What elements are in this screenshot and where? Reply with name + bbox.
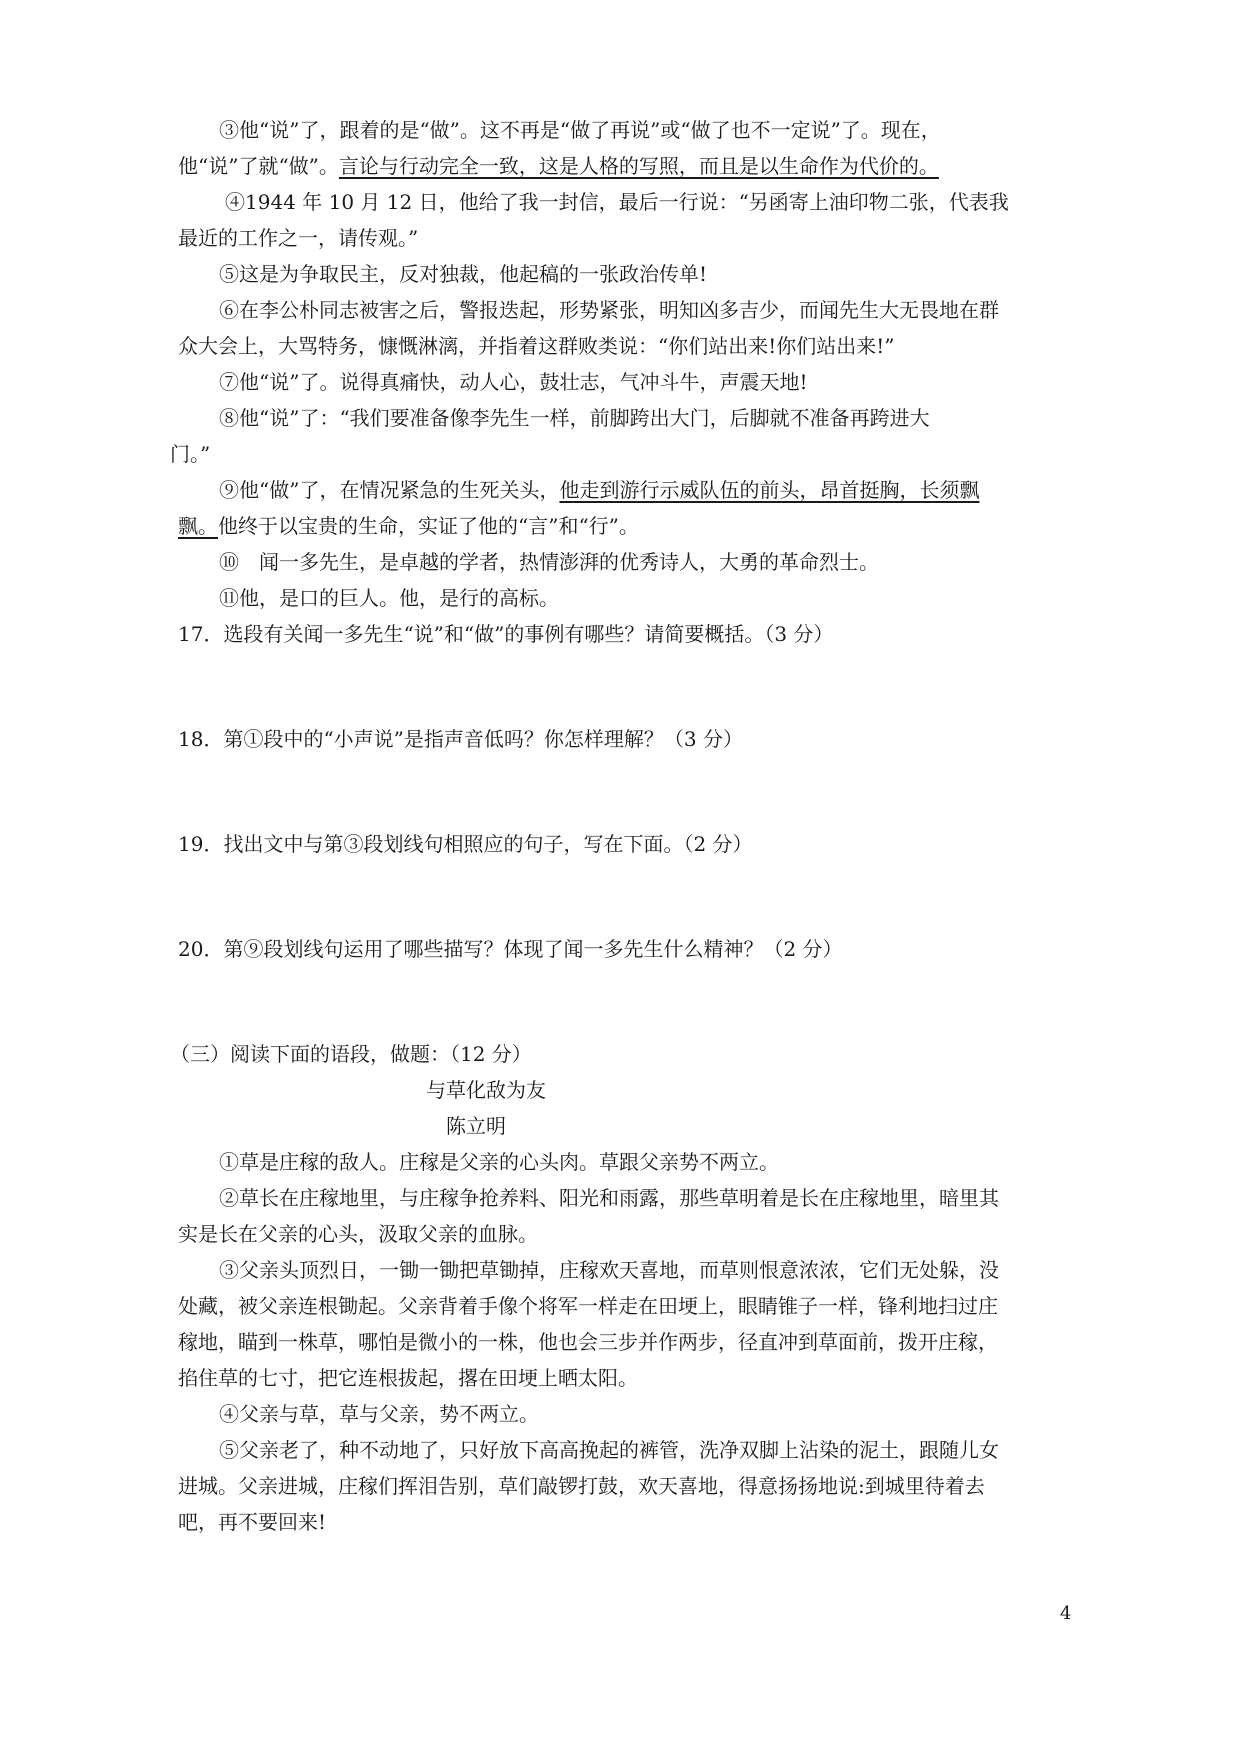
essay-paragraph-3-line-4: 掐住草的七寸，把它连根拔起，撂在田埂上晒太阳。: [178, 1366, 638, 1390]
paragraph-7: ⑦他“说”了。说得真痛快，动人心，鼓壮志，气冲斗牛，声震天地!: [219, 370, 808, 394]
question-19: 19．找出文中与第③段划线句相照应的句子，写在下面。（2 分）: [178, 832, 753, 856]
paragraph-9-underlined-end: 飘。: [178, 514, 218, 538]
essay-paragraph-2-line-1: ②草长在庄稼地里，与庄稼争抢养料、阳光和雨露，那些草明着是长在庄稼地里，暗里其: [219, 1186, 999, 1210]
essay-paragraph-4: ④父亲与草，草与父亲，势不两立。: [219, 1402, 539, 1426]
paragraph-4-line-2: 最近的工作之一，请传观。”: [178, 226, 419, 250]
paragraph-6-line-2: 众大会上，大骂特务，慷慨淋漓，并指着这群败类说：“你们站出来!你们站出来!”: [178, 334, 895, 358]
essay-title: 与草化敌为友: [426, 1078, 546, 1102]
essay-paragraph-3-line-3: 稼地，瞄到一株草，哪怕是微小的一株，他也会三步并作两步，径直冲到草面前，拨开庄稼，: [178, 1330, 998, 1354]
paragraph-8-line-1: ⑧他“说”了：“我们要准备像李先生一样，前脚跨出大门，后脚就不准备再跨进大: [219, 406, 930, 430]
paragraph-8-line-2: 门。”: [170, 442, 211, 466]
paragraph-10: ⑩ 闻一多先生，是卓越的学者，热情澎湃的优秀诗人，大勇的革命烈士。: [219, 550, 879, 574]
essay-paragraph-1: ①草是庄稼的敌人。庄稼是父亲的心头肉。草跟父亲势不两立。: [219, 1150, 779, 1174]
essay-paragraph-3-line-1: ③父亲头顶烈日，一锄一锄把草锄掉，庄稼欢天喜地，而草则恨意浓浓，它们无处躲，没: [219, 1258, 999, 1282]
page-number: 4: [1060, 1603, 1072, 1624]
paragraph-9-line-2: [178, 512, 1078, 540]
paragraph-3-line-1: ③他“说”了，跟着的是“做”。这不再是“做了再说”或“做了也不一定说”了。现在，: [219, 118, 941, 142]
question-20: 20．第⑨段划线句运用了哪些描写？体现了闻一多先生什么精神？（2 分）: [178, 937, 843, 961]
essay-paragraph-5-line-1: ⑤父亲老了，种不动地了，只好放下高高挽起的裤管，洗净双脚上沾染的泥土，跟随儿女: [219, 1438, 999, 1462]
paragraph-6-line-1: ⑥在李公朴同志被害之后，警报迭起，形势紧张，明知凶多吉少，而闻先生大无畏地在群: [219, 298, 999, 322]
paragraph-4-line-1: ④1944 年 10 月 12 日，他给了我一封信，最后一行说：“另函寄上油印物二张，代表我: [225, 190, 1009, 214]
essay-paragraph-5-line-2: 进城。父亲进城，庄稼们挥泪告别，草们敲锣打鼓，欢天喜地，得意扬扬地说:到城里待着去: [178, 1474, 985, 1498]
paragraph-3-underlined-sentence: 言论与行动完全一致，这是人格的写照，而且是以生命作为代价的。: [338, 154, 939, 178]
paragraph-5: ⑤这是为争取民主，反对独裁，他起稿的一张政治传单!: [219, 262, 708, 286]
paragraph-11: ⑪他，是口的巨人。他，是行的高标。: [219, 586, 559, 610]
paragraph-9-text-end: 他终于以宝贵的生命，实证了他的“言”和“行”。: [218, 514, 639, 538]
essay-paragraph-3-line-2: 处藏，被父亲连根锄起。父亲背着手像个将军一样走在田埂上，眼睛锥子一样，锋利地扫过庄: [178, 1294, 998, 1318]
paragraph-3-line-2: [178, 152, 1078, 180]
essay-author: 陈立明: [446, 1114, 506, 1138]
paragraph-9-underlined-sentence: 他走到游行示威队伍的前头，昂首挺胸，长须飘: [559, 478, 980, 502]
section-3-heading: （三）阅读下面的语段，做题：（12 分）: [170, 1042, 532, 1066]
essay-paragraph-2-line-2: 实是长在父亲的心头，汲取父亲的血脉。: [178, 1222, 538, 1246]
essay-paragraph-5-line-3: 吧，再不要回来!: [178, 1510, 327, 1534]
paragraph-9-text: ⑨他“做”了，在情况紧急的生死关头，: [219, 478, 560, 502]
question-17: 17．选段有关闻一多先生“说”和“做”的事例有哪些？请简要概括。（3 分）: [178, 622, 834, 646]
paragraph-3-text: 他“说”了就“做”。: [178, 154, 339, 178]
question-18: 18．第①段中的“小声说”是指声音低吗？你怎样理解？（3 分）: [178, 727, 743, 751]
paragraph-9-line-1: [219, 476, 1119, 504]
